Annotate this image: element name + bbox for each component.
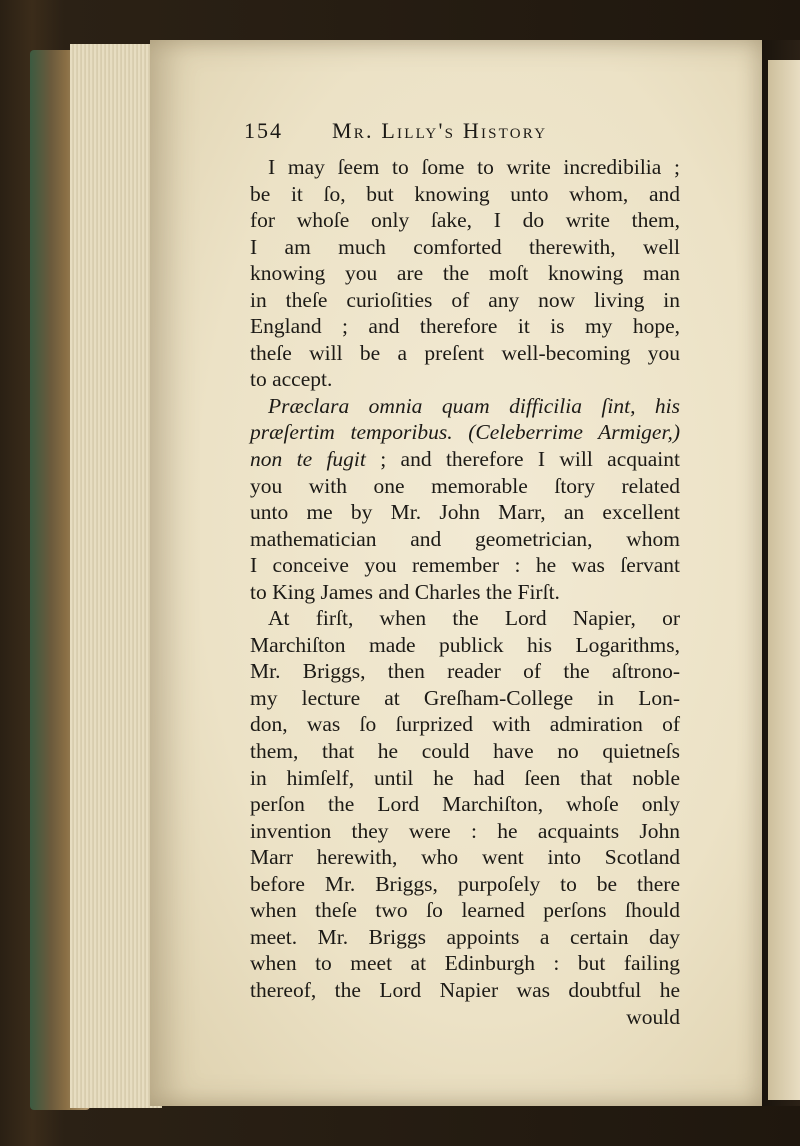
text-line: when theſe two ſo learned perſons ſhould: [250, 898, 680, 923]
page-number: 154: [244, 118, 283, 143]
text-line: be it ſo, but knowing unto whom, and: [250, 181, 680, 206]
text-line: [250, 446, 680, 473]
running-head: Mr. Lilly's History: [332, 118, 548, 143]
text-line: Præclara omnia quam difficilia ſint, his: [268, 393, 680, 418]
text-line: for whoſe only ſake, I do write them,: [250, 208, 680, 233]
text-line: Mr. Briggs, then reader of the aſtrono-: [250, 659, 680, 684]
text-line: before Mr. Briggs, purpoſely to be there: [250, 871, 680, 896]
text-line: to King James and Charles the Firſt.: [250, 579, 560, 604]
text-line: when to meet at Edinburgh : but failing: [250, 951, 680, 976]
text-line: Marr herewith, who went into Scotland: [250, 845, 680, 870]
text-line: At firſt, when the Lord Napier, or: [268, 606, 680, 631]
text-line: in theſe curioſities of any now living in: [250, 287, 680, 312]
text-line: meet. Mr. Briggs appoints a certain day: [250, 924, 680, 949]
text-line: præſertim temporibus. (Celeberrime Armiger,): [250, 420, 680, 445]
text-line: invention they were : he acquaints John: [250, 818, 680, 843]
text-line: I conceive you remember : he was ſervant: [250, 553, 680, 578]
text-line: England ; and therefore it is my hope,: [250, 314, 680, 339]
text-line: to accept.: [250, 367, 333, 392]
catchword: would: [626, 1004, 680, 1029]
text-line: you with one memorable ſtory related: [250, 473, 680, 498]
text-line: perſon the Lord Marchiſton, whoſe only: [250, 792, 680, 817]
page-text-block: [244, 118, 681, 1030]
text-line: mathematician and geometrician, whom: [250, 526, 680, 551]
page-header: [244, 118, 680, 154]
text-line: unto me by Mr. John Marr, an excellent: [250, 500, 680, 525]
text-line: my lecture at Greſham-College in Lon-: [250, 685, 680, 710]
text-line: I am much comforted therewith, well: [250, 234, 680, 259]
body-text: [250, 154, 680, 1030]
text-line: theſe will be a preſent well-becoming you: [250, 340, 680, 365]
text-line: don, was ſo ſurprized with admiration of: [250, 712, 680, 737]
text-line: thereof, the Lord Napier was doubtful he: [250, 977, 680, 1002]
text-line: I may ſeem to ſome to write incredibilia ;: [268, 155, 680, 179]
text-line: knowing you are the moſt knowing man: [250, 261, 680, 286]
text-line-italic: non te fugit: [250, 447, 366, 472]
facing-page-edge: [768, 60, 800, 1100]
text-line: in himſelf, until he had ſeen that noble: [250, 765, 680, 790]
text-line: Marchiſton made publick his Logarithms,: [250, 632, 680, 657]
text-line-rest: ; and therefore I will acquaint: [365, 447, 681, 472]
text-line: them, that he could have no quietneſs: [250, 739, 680, 764]
page-stack-edges: [70, 44, 162, 1108]
